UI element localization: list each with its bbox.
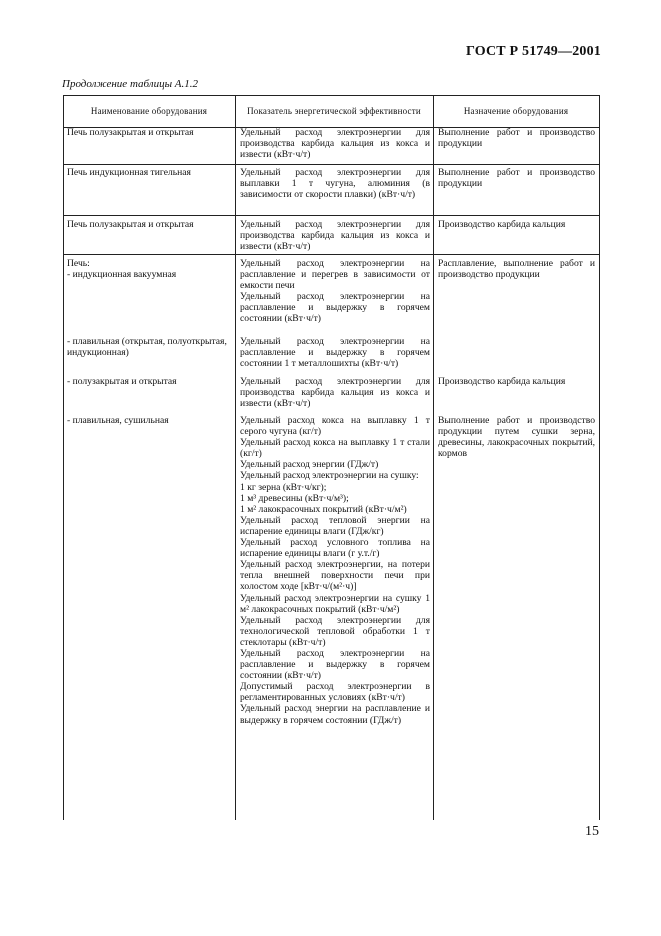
indicator-item: Удельный расход электроэнергии на расплавление и перегрев в зависимости от емкости печи <box>240 258 430 292</box>
indicator-cell: Удельный расход электроэнергии для производства карбида кальция из кокса и извести (кВт·ч/т) <box>240 127 430 161</box>
indicator-cell: Удельный расход электроэнергии для производства карбида кальция из кокса и извести (кВт·ч/т) <box>240 376 430 410</box>
row-divider <box>63 164 600 165</box>
indicator-cell: Удельный расход электроэнергии для выплавки 1 т чугуна, алюминия (в зависимости от скорости плавки) (кВт·ч/т) <box>240 167 430 201</box>
indicator-item: Удельный расход энергии (ГДж/т) <box>240 459 379 471</box>
equipment-cell: - плавильная, сушильная <box>67 415 169 426</box>
indicator-item: 1 кг зерна (кВт·ч/кг); <box>240 481 327 493</box>
equipment-group-heading: Печь: <box>67 258 90 269</box>
indicator-item: Удельный расход кокса на выплавку 1 т серого чугуна (кг/т) <box>240 415 430 438</box>
purpose-cell: Выполнение работ и производство продукции <box>438 127 595 150</box>
table-column-divider <box>433 95 434 820</box>
indicator-item: Удельный расход электроэнергии, на потери тепла внешней поверхности печи при холостом ходе [кВт·ч/(м²·ч)] <box>240 559 430 593</box>
table-column-divider <box>235 95 236 820</box>
indicator-item: Удельный расход кокса на выплавку 1 т стали (кг/т) <box>240 437 430 460</box>
table-border-left <box>63 95 64 820</box>
column-header-indicator: Показатель энергетической эффективности <box>247 106 421 116</box>
indicator-cell: Удельный расход электроэнергии на расплавление и выдержку в горячем состоянии 1 т металлошихты (кВт·ч/т) <box>240 336 430 370</box>
row-divider <box>63 254 600 255</box>
equipment-cell: Печь полузакрытая и открытая <box>67 127 194 138</box>
purpose-cell: Выполнение работ и производство продукции путем сушки зерна, древесины, лакокрасочных покрытий, кормов <box>438 415 595 460</box>
equipment-cell: Печь полузакрытая и открытая <box>67 219 194 230</box>
table-caption: Продолжение таблицы А.1.2 <box>62 78 198 90</box>
equipment-cell <box>67 258 230 280</box>
indicator-item: Допустимый расход электроэнергии в регламентированных условиях (кВт·ч/т) <box>240 681 430 704</box>
equipment-cell: - плавильная (открытая, полуоткрытая, индукционная) <box>67 336 227 359</box>
column-header-purpose: Назначение оборудования <box>463 106 569 116</box>
indicator-item: Удельный расход условного топлива на испарение единицы влаги (г у.т./г) <box>240 537 430 560</box>
indicator-item: Удельный расход электроэнергии на сушку: <box>240 470 419 482</box>
purpose-cell: Выполнение работ и производство продукции <box>438 167 595 190</box>
indicator-cell: Удельный расход электроэнергии для производства карбида кальция из кокса и извести (кВт·ч/т) <box>240 219 430 253</box>
energy-table <box>63 95 600 820</box>
indicator-cell <box>240 258 430 325</box>
indicator-item: Удельный расход электроэнергии на расплавление и выдержку в горячем состоянии (кВт·ч/т) <box>240 647 430 682</box>
indicator-item: 1 м² лакокрасочных покрытий (кВт·ч/м²) <box>240 503 407 515</box>
indicator-item: 1 м³ древесины (кВт·ч/м³); <box>240 492 349 504</box>
equipment-cell: - полузакрытая и открытая <box>67 376 177 387</box>
indicator-item: Удельный расход электроэнергии для технологической тепловой обработки 1 т стеклотары (кВт·ч/т) <box>240 614 430 648</box>
indicator-item: Удельный расход электроэнергии на расплавление и выдержку в горячем состоянии (кВт·ч/т) <box>240 291 430 325</box>
row-divider <box>63 215 600 216</box>
indicator-item: Удельный расход энергии на расплавление и выдержку в горячем состоянии (ГДж/т) <box>240 703 430 726</box>
indicator-item: Удельный расход тепловой энергии на испарение единицы влаги (ГДж/кг) <box>240 514 430 537</box>
page-number: 15 <box>585 824 599 839</box>
table-border-right <box>599 95 600 820</box>
indicator-cell <box>240 415 430 726</box>
column-header-equipment: Наименование оборудования <box>90 106 208 116</box>
purpose-cell: Производство карбида кальция <box>438 219 566 230</box>
purpose-cell: Расплавление, выполнение работ и производство продукции <box>438 258 595 281</box>
document-number: ГОСТ Р 51749—2001 <box>465 44 601 59</box>
equipment-subtype: - индукционная вакуумная <box>67 269 177 281</box>
equipment-cell: Печь индукционная тигельная <box>67 167 191 178</box>
purpose-cell: Производство карбида кальция <box>438 376 566 387</box>
indicator-item: Удельный расход электроэнергии на сушку 1 м² лакокрасочных покрытий (кВт·ч/м²) <box>240 592 430 615</box>
